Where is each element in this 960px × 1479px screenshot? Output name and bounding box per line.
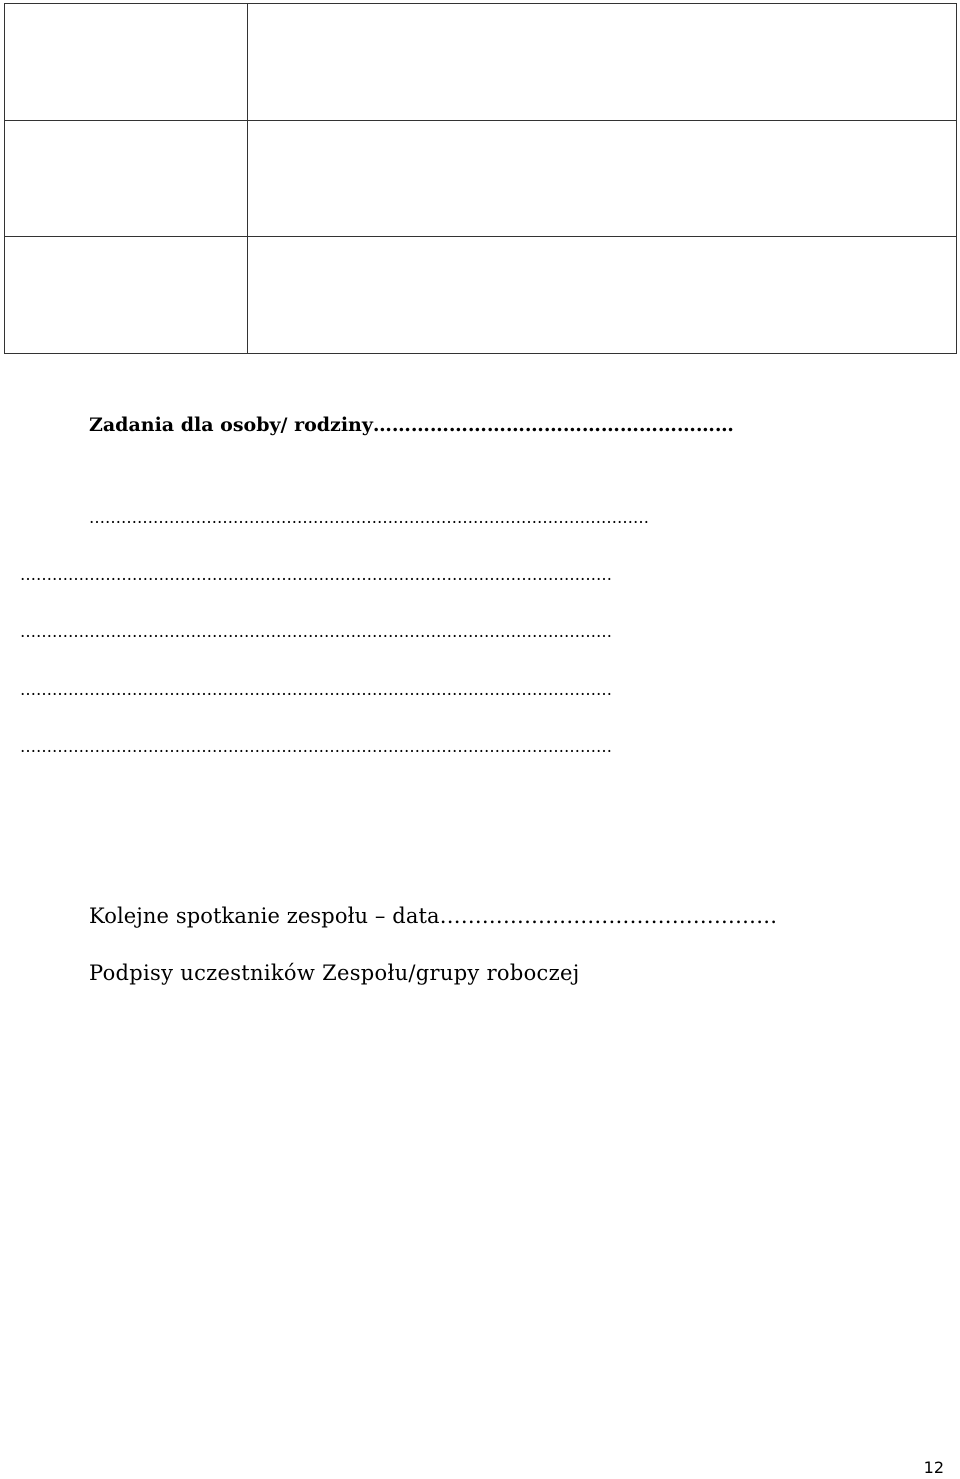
task-line-2[interactable]: ………………………………………………………………………………………………… (20, 566, 612, 584)
table-cell-value[interactable] (248, 237, 957, 354)
table-row (5, 4, 957, 121)
next-meeting-label: Kolejne spotkanie zespołu – data (89, 904, 440, 928)
task-line-4[interactable]: ………………………………………………………………………………………………… (20, 681, 612, 699)
tasks-heading (89, 414, 734, 436)
signatures-label: Podpisy uczestników Zespołu/grupy roboczej (89, 961, 580, 985)
page-number: 12 (923, 1458, 944, 1477)
task-line-1[interactable]: …………………………………………………………………………………………… (89, 509, 649, 527)
next-meeting-date-field[interactable]: ………………………………………… (439, 904, 778, 928)
tasks-heading-text: Zadania dla osoby/ rodziny (89, 414, 373, 436)
task-line-3[interactable]: ………………………………………………………………………………………………… (20, 623, 612, 641)
table-cell-label[interactable] (5, 237, 248, 354)
table-cell-value[interactable] (248, 120, 957, 237)
table-cell-label[interactable] (5, 120, 248, 237)
table-cell-value[interactable] (248, 4, 957, 121)
form-table (4, 3, 957, 354)
table-row (5, 237, 957, 354)
next-meeting-line (89, 904, 777, 928)
table-cell-label[interactable] (5, 4, 248, 121)
task-line-5[interactable]: ………………………………………………………………………………………………… (20, 738, 612, 756)
table-row (5, 120, 957, 237)
tasks-heading-dots: ………………………………………………… (372, 414, 734, 436)
